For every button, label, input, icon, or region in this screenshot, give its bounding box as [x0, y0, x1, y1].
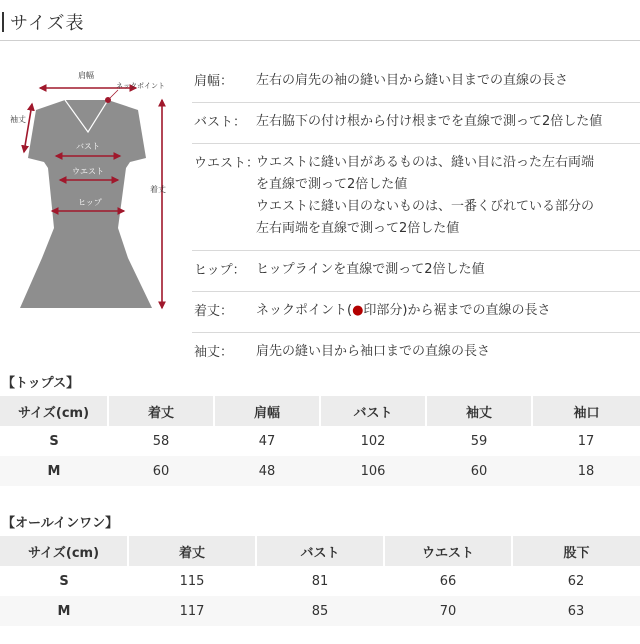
definition-length — [192, 291, 640, 332]
tops-section-title: 【トップス】 — [2, 376, 80, 391]
definition-text: 左右脇下の付け根から付け根までを直線で測って2倍した値 — [256, 114, 603, 129]
definition-text-before: ネックポイント( — [256, 303, 353, 318]
table-cell: 17 — [577, 433, 595, 449]
tops-size-table — [0, 396, 640, 486]
definition-text: 左右両端を直線で測って2倍した値 — [256, 221, 460, 236]
definition-text: 左右の肩先の袖の縫い目から縫い目までの直線の長さ — [256, 73, 569, 88]
table-header-row — [0, 536, 640, 566]
table-cell: 18 — [532, 456, 640, 486]
definition-bust — [192, 102, 640, 143]
definition-text — [256, 300, 640, 322]
dress-illustration — [0, 58, 185, 323]
table-cell: 59 — [470, 433, 488, 449]
measurement-definitions — [192, 60, 640, 373]
table-header-cell: 着丈 — [128, 536, 256, 566]
page-title: サイズ表 — [10, 13, 85, 34]
table-cell: 115 — [179, 573, 205, 589]
allinone-size-table — [0, 536, 640, 626]
table-cell: 60 — [426, 456, 532, 486]
allinone-section-title: 【オールインワン】 — [2, 516, 119, 531]
table-header-cell: バスト — [320, 396, 426, 426]
title-accent-bar — [2, 12, 4, 32]
neck-point-dot-icon: ● — [352, 303, 364, 318]
length-label: 着丈 — [150, 185, 166, 194]
definition-term: ヒップ： — [194, 263, 246, 278]
table-cell: 106 — [320, 456, 426, 486]
table-cell: 81 — [311, 573, 329, 589]
table-cell: 60 — [108, 456, 214, 486]
neck-point-label: ネックポイント — [116, 82, 165, 90]
header-divider — [0, 40, 640, 41]
definition-term: 袖丈： — [194, 345, 234, 360]
table-header-cell: 袖丈 — [426, 396, 532, 426]
table-cell: 70 — [384, 596, 512, 626]
definition-text: 肩先の縫い目から袖口までの直線の長さ — [256, 344, 491, 359]
sleeve-label: 袖丈 — [10, 115, 26, 124]
table-cell: 48 — [214, 456, 320, 486]
table-header-cell: 股下 — [512, 536, 640, 566]
shoulder-label: 肩幅 — [78, 71, 94, 80]
table-cell: 85 — [256, 596, 384, 626]
table-row — [0, 596, 640, 626]
definition-shoulder — [192, 60, 640, 102]
table-row — [0, 426, 640, 456]
page-header — [0, 6, 640, 38]
definition-text: ウエストに縫い目があるものは、縫い目に沿った左右両端 — [256, 155, 595, 170]
definition-term: 着丈： — [194, 304, 234, 319]
measurement-diagram — [0, 58, 185, 323]
definition-term: ウエスト： — [194, 156, 260, 171]
table-cell: 66 — [439, 573, 457, 589]
table-header-cell: 袖口 — [532, 396, 640, 426]
definition-hip — [192, 250, 640, 291]
table-header-cell: バスト — [256, 536, 384, 566]
definition-text: を直線で測って2倍した値 — [256, 177, 408, 192]
definition-text: ヒップラインを直線で測って2倍した値 — [256, 262, 485, 277]
table-cell: 117 — [128, 596, 256, 626]
table-header-cell: 肩幅 — [214, 396, 320, 426]
bust-label: バスト — [76, 142, 100, 151]
definition-term: 肩幅： — [194, 74, 234, 89]
definition-text: ウエストに縫い目のないものは、一番くびれている部分の — [256, 199, 595, 214]
size-label-cell: S — [59, 573, 69, 589]
size-label-cell: S — [49, 433, 59, 449]
table-cell: 63 — [512, 596, 640, 626]
waist-label: ウエスト — [72, 167, 104, 176]
table-header-cell: サイズ(cm) — [0, 536, 128, 566]
table-header-cell: サイズ(cm) — [0, 396, 108, 426]
size-label-cell: M — [0, 456, 108, 486]
table-cell: 102 — [360, 433, 386, 449]
definition-text-after: 印部分)から裾までの直線の長さ — [363, 303, 551, 318]
table-header-row — [0, 396, 640, 426]
definition-term: バスト： — [194, 115, 247, 130]
definition-sleeve — [192, 332, 640, 373]
table-cell: 47 — [258, 433, 276, 449]
table-row — [0, 566, 640, 596]
table-row — [0, 456, 640, 486]
table-cell: 58 — [152, 433, 170, 449]
hip-label: ヒップ — [78, 198, 102, 207]
table-header-cell: 着丈 — [108, 396, 214, 426]
size-label-cell: M — [0, 596, 128, 626]
table-cell: 62 — [567, 573, 585, 589]
definition-waist — [192, 143, 640, 250]
table-header-cell: ウエスト — [384, 536, 512, 566]
